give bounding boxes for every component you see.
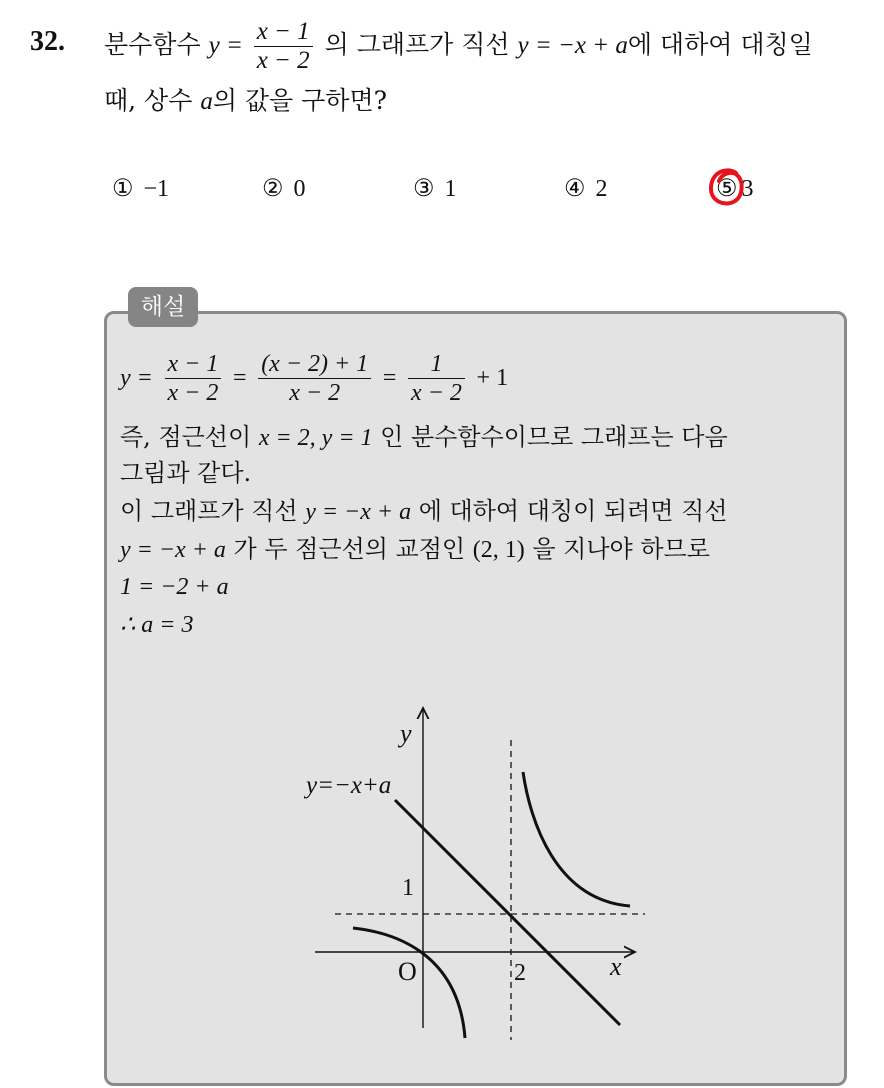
solution-fraction-3: $\frac{1}{x - 2}$ [408,350,465,407]
solution-line-4: 이 그래프가 직선 y = −x + a 에 대하여 대칭이 되려면 직선 [120,497,728,525]
solution-line-2: 즉, 점근선이 x = 2, y = 1 인 분수함수이므로 그래프는 다음 [120,423,728,451]
choice-marker: ⑤ [716,174,738,202]
math-y-eq: y = [120,365,153,391]
choice-marker: ② [262,174,284,202]
tick-label-2: 2 [514,960,526,986]
tick-label-1: 1 [402,875,414,901]
line-equation: y = −x + a [517,32,628,59]
solution-line-7: ∴ a = 3 [120,612,194,638]
question-text: 의 값을 구하면? [212,86,388,115]
choice-4[interactable] [564,174,608,203]
choice-1[interactable] [112,174,169,203]
solution-fraction-1: $\frac{x - 1}{x - 2}$ [165,350,222,407]
fraction-numerator: x − 1 [254,18,313,47]
question-number: 32. [30,26,65,57]
solution-equation: y = $\frac{x - 1}{x - 2}$ = $\frac{(x - 2) + 1}{x - 2}$ = $\frac{1}{x - 2}$ + 1 [120,351,509,406]
symmetry-line [395,800,620,1025]
choice-marker: ④ [564,174,586,202]
choice-value: 2 [595,176,608,202]
choice-value: −1 [143,176,170,202]
solution-line-3: 그림과 같다. [120,459,252,487]
y-axis-label: y [400,719,412,748]
question-text: 의 그래프가 직선 [324,30,510,59]
question-line-1: 분수함수 y = $\frac{x - 1}{x - 2}$ 의 그래프가 직선 y = −x + a에 대하여 대칭일 [104,18,813,74]
solution-fraction-2: $\frac{(x - 2) + 1}{x - 2}$ [258,350,371,407]
origin-label: O [398,957,417,986]
math-a: a [200,88,213,115]
answer-circle-mark [708,167,746,209]
solution-line-5: y = −x + a 가 두 점근선의 교점인 (2, 1) 을 지나야 하므로 [120,535,710,563]
line-label: y=−x+a [306,772,392,799]
hyperbola-right-branch [523,772,630,906]
solution-line-6: 1 = −2 + a [120,574,229,600]
fraction-denominator: x − 2 [256,47,310,74]
choice-3[interactable] [413,174,457,203]
choice-value: 1 [444,176,457,202]
solution-tab: 해설 [128,287,198,327]
math-y: y [208,32,220,59]
choice-value: 0 [293,176,306,202]
question-text: 분수함수 [104,30,201,59]
choice-value: 3 [741,176,754,202]
choice-2[interactable] [262,174,306,203]
x-axis-label: x [610,952,622,981]
choice-marker: ① [112,174,134,202]
question-text: 때, 상수 [104,86,193,115]
question-text: 에 대하여 대칭일 [627,30,813,59]
question-line-2 [104,86,387,117]
function-graph [290,700,670,1045]
choice-marker: ③ [413,174,435,202]
question-fraction [254,18,313,75]
